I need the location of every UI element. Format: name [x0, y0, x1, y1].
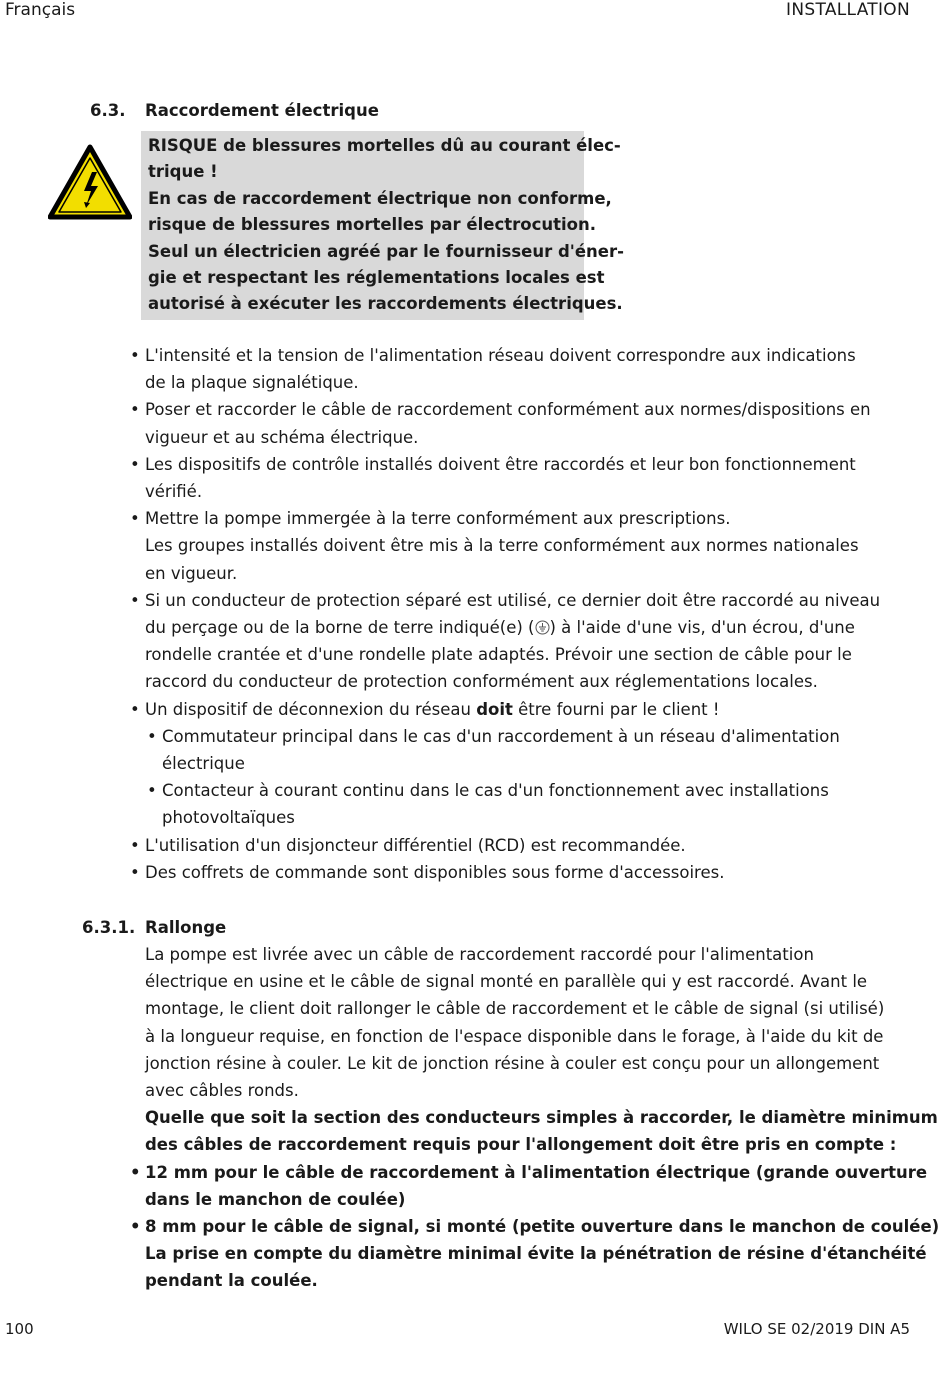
subsection-body: La pompe est livrée avec un câble de raccordement raccordé pour l'alimentation électrique en usine et le câble de signal monté en parallèle qui y est raccordé. Avant le montage, le client doit rallonger le câble de raccordement et le câble de signal (si utilisé) à la longueur requise, en fonction de l'espace disponible dans le forage, à l'aide du kit de jonction résine à couler. Le kit de jonction résine à couler est conçu pour un allongement avec câbles ronds. Quelle que soit la section des conducteurs simples à raccorder, le diamètre minimum des câbles de raccordement requis pour l'allongement doit être pris en compte : • 12 mm pour le câble de raccordement à l'alimentation électrique (grande ouverture dans le manchon de coulée) • 8 mm pour le câble de signal, si monté (petite ouverture dans le manchon de coulée) La prise en compte du diamètre minimal évite la pénétration de résine d'étanchéité pendant la coulée.: [145, 941, 855, 1295]
ground-terminal-icon: [535, 620, 550, 635]
bullet-icon: •: [147, 726, 157, 746]
list-item: • Un dispositif de déconnexion du réseau doit être fourni par le client !: [145, 696, 855, 723]
bullet-icon: •: [130, 835, 140, 855]
bullet-icon: •: [130, 346, 140, 365]
bullet-icon: •: [130, 1217, 141, 1237]
warning-line: RISQUE de blessures mortelles dû au courant élec-: [148, 136, 621, 155]
list-item: • L'utilisation d'un disjoncteur différentiel (RCD) est recommandée.: [145, 832, 855, 859]
header-language: Français: [5, 0, 76, 20]
bullet-icon: •: [130, 590, 140, 610]
section-title: Raccordement électrique: [145, 101, 379, 120]
bullet-icon: •: [130, 454, 140, 474]
header-chapter: INSTALLATION: [786, 0, 910, 20]
subsection-number: 6.3.1.: [82, 918, 136, 937]
list-item: • Si un conducteur de protection séparé est utilisé, ce dernier doit être raccordé au niveau du perçage ou de la borne de terre indiqué(e) ( ) à l'aide d'une vis, d'un écrou, d'une rondelle crantée et d'une rondelle plate adaptés. Prévoir une section de câble pour le raccord du conducteur de protection conformément aux réglementations locales.: [145, 587, 855, 696]
sub-list-item: • Contacteur à courant continu dans le cas d'un fonctionnement avec installations photovoltaïques: [162, 777, 855, 831]
warning-line: gie et respectant les réglementations locales est: [148, 268, 605, 288]
bullet-icon: •: [130, 699, 140, 719]
doc-reference: WILO SE 02/2019 DIN A5: [723, 1320, 910, 1338]
list-item: • Poser et raccorder le câble de raccordement conformément aux normes/dispositions en vigueur et au schéma électrique.: [145, 396, 855, 450]
requirements-list: [130, 342, 881, 886]
section-number: 6.3.: [90, 101, 126, 120]
list-item: • Des coffrets de commande sont disponibles sous forme d'accessoires.: [145, 859, 855, 886]
bullet-icon: •: [130, 509, 140, 529]
bullet-icon: •: [130, 1162, 141, 1182]
warning-line: trique !: [148, 162, 218, 182]
list-item: • 8 mm pour le câble de signal, si monté (petite ouverture dans le manchon de coulée) La prise en compte du diamètre minimal évite la pénétration de résine d'étanchéité pendant la coulée.: [145, 1213, 855, 1295]
bullet-icon: •: [147, 781, 157, 801]
warning-box: [141, 131, 624, 320]
list-item: • L'intensité et la tension de l'alimentation réseau doivent correspondre aux indications de la plaque signalétique.: [145, 342, 855, 396]
warning-line: En cas de raccordement électrique non conforme,: [148, 188, 612, 208]
sub-list-item: • Commutateur principal dans le cas d'un raccordement à un réseau d'alimentation électrique: [162, 723, 855, 777]
list-item: • 12 mm pour le câble de raccordement à l'alimentation électrique (grande ouverture dans le manchon de coulée): [145, 1159, 855, 1213]
page-number: 100: [5, 1320, 34, 1338]
warning-line: risque de blessures mortelles par électrocution.: [148, 215, 597, 235]
warning-line: Seul un électricien agréé par le fournisseur d'éner-: [148, 241, 624, 261]
list-item: • Mettre la pompe immergée à la terre conformément aux prescriptions. Les groupes installés doivent être mis à la terre conformément aux normes nationales en vigueur.: [145, 505, 855, 587]
bullet-icon: •: [130, 400, 140, 420]
warning-line: autorisé à exécuter les raccordements électriques.: [148, 294, 623, 314]
list-item: • Les dispositifs de contrôle installés doivent être raccordés et leur bon fonctionnement vérifié.: [145, 451, 855, 505]
subsection-title: Rallonge: [145, 918, 227, 937]
electric-hazard-icon: [48, 144, 132, 220]
bullet-icon: •: [130, 862, 140, 882]
